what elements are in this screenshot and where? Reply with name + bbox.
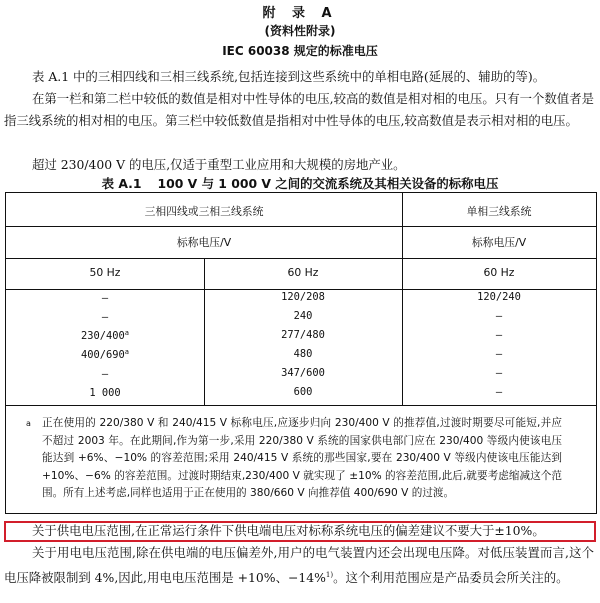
- group-single-phase: 单相三线系统: [466, 205, 532, 218]
- footnote-mark: a: [26, 419, 31, 428]
- table-caption-text: 100 V 与 1 000 V 之间的交流系统及其相关设备的标称电压: [157, 176, 499, 191]
- appendix-title: IEC 60038 规定的标准电压: [222, 44, 378, 58]
- cell-60hz: 347/600: [281, 367, 325, 379]
- cell-50hz: 1 000: [89, 387, 121, 399]
- cell-50hz: —: [101, 368, 109, 380]
- table-rule: [6, 226, 596, 227]
- table-rule: [6, 405, 596, 406]
- group-three-phase: 三相四线或三相三线系统: [144, 205, 264, 218]
- cell-single: —: [495, 386, 503, 398]
- freq-60hz-right: 60 Hz: [483, 266, 515, 279]
- cell-50hz: 400/690$^a$: [80, 348, 129, 361]
- cell-single: 120/240: [477, 291, 521, 303]
- cell-single: —: [495, 367, 503, 379]
- paragraph-column-explanation: 在第一栏和第二栏中较低的数值是相对中性导体的电压,较高的数值是相对相的电压。只有一个数值者是指三线系统的相对相的电压。第三栏中较低数值是指相对中性导体的电压,较高数值是表示相对相的电压。: [4, 91, 594, 128]
- cell-60hz: 277/480: [281, 329, 325, 341]
- appendix-nature: (资料性附录): [264, 24, 336, 38]
- table-caption: [0, 174, 600, 192]
- cell-single: —: [495, 310, 503, 322]
- cell-60hz: 480: [293, 348, 313, 360]
- table-caption-number: 表 A.1: [101, 176, 142, 191]
- cell-60hz: 600: [293, 386, 313, 398]
- cell-60hz: 120/208: [281, 291, 325, 303]
- cell-single: —: [495, 329, 503, 341]
- cell-50hz: 230/400$^a$: [80, 329, 129, 342]
- paragraph-table-scope: 表 A.1 中的三相四线和三相三线系统,包括连接到这些系统中的单相电路(延展的、辅助的等)。: [32, 69, 546, 84]
- footnote-text: 正在使用的 220/380 V 和 240/415 V 标称电压,应逐步归向 230/400 V 的推荐值,过渡时期要尽可能短,并应不超过 2003 年。在此期间,作为第一步,采用 220/380 V 系统的国家供电部门应在 230/400 等级内使该电压能达到 +6%、−10% 的容差范围;采用 240/415 V 系统的那些国家,要在 230/400 V 等级内使该电压能达到 +10%、−6% 的容差范围。过渡时期结束,230/400 V 就实现了 ±10% 的容差范围,此后,就要考虑缩减这个范围。所有上述考虑,同样也适用于正在使用的 380/660 V 向推荐值 400/690 V 的过渡。: [42, 417, 562, 499]
- nominal-voltage-right: 标称电压/V: [471, 236, 527, 249]
- freq-50hz: 50 Hz: [89, 266, 121, 279]
- paragraph-utilization-voltage-range: 关于用电电压范围,除在供电端的电压偏差外,用户的电气装置内还会出现电压降。对低压装置而言,这个电压降被限制到 4%,因此,用电电压范围是 +10%、−14%$^{1)}$。这个利用范围应是产品委员会所关注的。: [4, 545, 594, 585]
- freq-60hz-left: 60 Hz: [287, 266, 319, 279]
- table-rule: [6, 289, 596, 290]
- table-rule: [6, 258, 596, 259]
- voltage-table: [5, 192, 597, 514]
- cell-50hz: —: [101, 311, 109, 323]
- paragraph-supply-voltage-range: 关于供电电压范围,在正常运行条件下供电端电压对标称系统电压的偏差建议不要大于±10%。: [32, 523, 545, 538]
- nominal-voltage-left: 标称电压/V: [176, 236, 232, 249]
- appendix-heading: 附 录 A: [262, 6, 338, 21]
- cell-60hz: 240: [293, 310, 313, 322]
- paragraph-high-voltage-note: 超过 230/400 V 的电压,仅适于重型工业应用和大规模的房地产业。: [32, 157, 406, 172]
- cell-50hz: —: [101, 292, 109, 304]
- cell-single: —: [495, 348, 503, 360]
- table-footnote: [26, 415, 562, 503]
